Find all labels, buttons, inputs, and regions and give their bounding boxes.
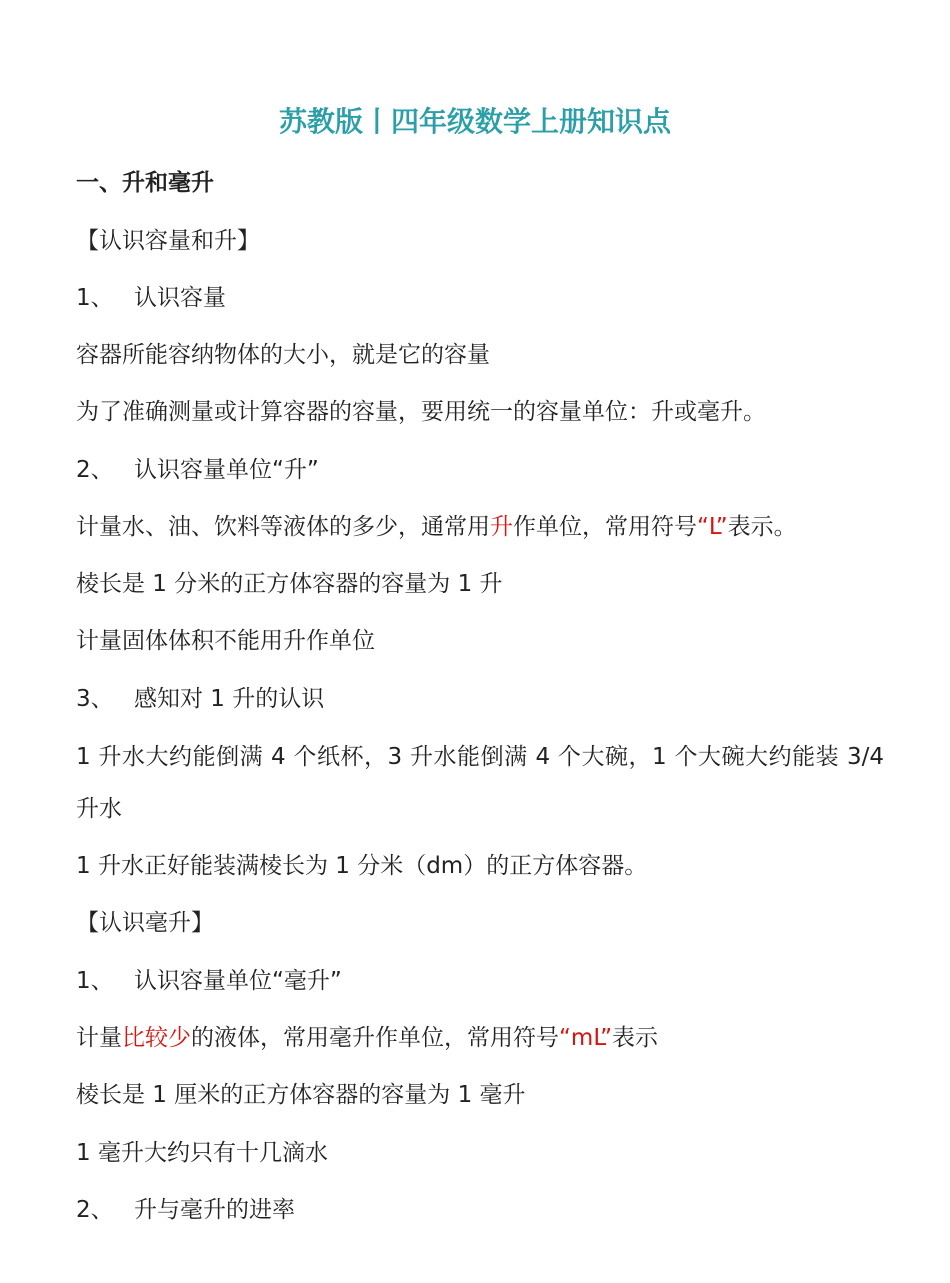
paragraph: 1 升水正好能装满棱长为 1 分米（dm）的正方体容器。: [76, 853, 648, 879]
numbered-item: [76, 965, 342, 997]
paragraph: [76, 1022, 658, 1054]
paragraph: 1 毫升大约只有十几滴水: [76, 1140, 328, 1166]
text-span: 表示: [612, 1025, 659, 1051]
numbered-item: [76, 683, 324, 715]
paragraph: 棱长是 1 分米的正方体容器的容量为 1 升: [76, 571, 503, 597]
highlight-text: 升: [490, 514, 513, 540]
numbered-item: [76, 282, 226, 314]
paragraph: 为了准确测量或计算容器的容量，要用统一的容量单位：升或毫升。: [76, 399, 766, 425]
paragraph: 计量固体体积不能用升作单位: [76, 628, 375, 654]
paragraph: 容器所能容纳物体的大小，就是它的容量: [76, 342, 490, 368]
text-span: 计量: [76, 1025, 122, 1051]
subsection-heading: 【认识容量和升】: [76, 228, 260, 254]
item-label: 感知对 1 升的认识: [134, 686, 325, 712]
highlight-text: “mL”: [559, 1025, 613, 1051]
text-span: 计量水、油、饮料等液体的多少，通常用: [76, 514, 490, 540]
item-number: 3、: [76, 686, 114, 712]
item-label: 认识容量单位“毫升”: [134, 968, 342, 994]
item-number: 2、: [76, 457, 114, 483]
text-span: 的液体，常用毫升作单位，常用符号: [191, 1025, 559, 1051]
item-number: 1、: [76, 285, 114, 311]
item-number: 2、: [76, 1197, 114, 1223]
paragraph: 1 升水大约能倒满 4 个纸杯，3 升水能倒满 4 个大碗，1 个大碗大约能装 3/4 升水: [76, 744, 884, 822]
numbered-item: [76, 454, 319, 486]
item-number: 1、: [76, 968, 114, 994]
highlight-text: “L”: [697, 514, 728, 540]
paragraph: [76, 511, 797, 543]
document-title: 苏教版丨四年级数学上册知识点: [278, 105, 671, 138]
section-heading: 一、升和毫升: [76, 170, 214, 196]
item-label: 升与毫升的进率: [134, 1197, 295, 1223]
subsection-heading: 【认识毫升】: [76, 910, 214, 936]
highlight-text: 比较少: [122, 1025, 191, 1051]
text-span: 表示。: [727, 514, 797, 540]
item-label: 认识容量单位“升”: [134, 457, 319, 483]
paragraph: 棱长是 1 厘米的正方体容器的容量为 1 毫升: [76, 1082, 526, 1108]
numbered-item: [76, 1194, 295, 1226]
text-span: 作单位，常用符号: [513, 514, 697, 540]
item-label: 认识容量: [134, 285, 226, 311]
